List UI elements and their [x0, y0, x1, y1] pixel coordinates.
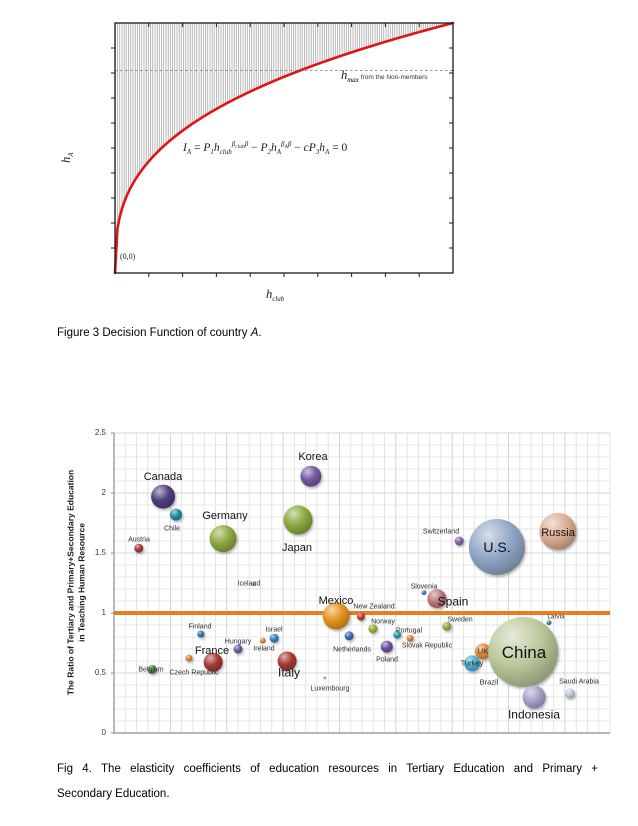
bubble-slovak-republic[interactable]: [407, 635, 414, 642]
y-tick-label-0: 0: [101, 728, 106, 737]
equation-segment: A: [325, 148, 330, 156]
bubble-label-uk: UK: [477, 646, 489, 656]
bubble-label-russia: Russia: [541, 526, 575, 539]
bubble-label-czech-republic: Czech Republic: [169, 669, 219, 677]
equation-segment: β: [287, 140, 292, 148]
bubble-new-zealand[interactable]: [357, 613, 365, 621]
fig3-y-axis-label: $h_A$: [59, 152, 75, 163]
equation-segment: h: [319, 142, 326, 154]
bubble-ireland[interactable]: [260, 638, 266, 644]
bubble-label-italy: Italy: [277, 665, 301, 680]
equation-segment: 2: [267, 148, 271, 156]
equation-segment: cP: [303, 142, 316, 154]
bubble-label-chile: Chile: [164, 525, 180, 533]
y-tick-label-1: 1: [101, 608, 106, 617]
bubble-label-austria: Austria: [128, 536, 150, 544]
equation-segment: 1: [210, 148, 214, 156]
bubble-label-slovak-republic: Slovak Republic: [401, 642, 453, 650]
figure-3-plot: [40, 5, 470, 310]
equation-segment: h: [270, 142, 277, 154]
bubble-luxembourg[interactable]: [323, 676, 326, 679]
bubble-label-france: France: [194, 644, 230, 657]
bubble-label-u-s-: U.S.: [483, 539, 511, 556]
bubble-label-latvia: Latvia: [547, 613, 565, 621]
bubble-label-luxembourg: Luxembourg: [310, 685, 350, 693]
bubble-label-germany: Germany: [202, 509, 248, 522]
equation-segment: β: [231, 140, 236, 148]
equation-segment: I: [183, 142, 187, 154]
bubble-label-ireland: Ireland: [253, 645, 275, 653]
bubble-latvia[interactable]: [547, 620, 552, 625]
bubble-indonesia[interactable]: [523, 686, 546, 709]
y-tick-label-2: 2: [101, 488, 106, 497]
equation-segment: club: [219, 148, 232, 156]
equation-segment: 3: [315, 148, 320, 156]
fig3-equation: [183, 140, 347, 156]
bubble-austria[interactable]: [134, 544, 143, 553]
bubble-hungary[interactable]: [234, 645, 243, 654]
bubble-label-iceland: Iceland: [237, 580, 261, 588]
bubble-label-switzerland: Switzerland: [422, 528, 460, 536]
bubble-czech-republic[interactable]: [185, 655, 192, 662]
bubble-finland[interactable]: [197, 631, 204, 638]
bubble-label-indonesia: Indonesia: [507, 707, 561, 722]
figure-4-caption: Fig 4. The elasticity coefficients of education resources in Tertiary Education and Primary + Secondary Education.: [57, 763, 598, 800]
equation-segment: P: [203, 142, 211, 154]
bubble-canada[interactable]: [151, 485, 175, 509]
equation-segment: club: [235, 144, 245, 150]
equation-segment: A: [186, 148, 192, 156]
fig3-hmax-annotation: hmax from the Non-members: [341, 68, 428, 84]
equation-segment: A: [276, 148, 282, 156]
fig3-origin-label: (0,0): [120, 252, 136, 261]
bubble-label-brazil: Brazil: [479, 677, 499, 687]
y-tick-label-1.5: 1.5: [94, 548, 106, 557]
bubble-label-netherlands: Netherlands: [333, 646, 371, 654]
bubble-label-sweden: Sweden: [447, 616, 473, 624]
equation-segment: A: [284, 144, 288, 150]
bubble-label-saudi-arabia: Saudi Arabia: [559, 678, 599, 686]
bubble-label-hungary: Hungary: [224, 638, 252, 646]
bubble-label-norway: Norway: [371, 618, 395, 626]
equation-segment: β: [281, 140, 285, 148]
bubble-label-belgium: Belgium: [138, 666, 164, 674]
bubble-label-china: China: [501, 643, 547, 663]
bubble-slovenia[interactable]: [422, 590, 427, 595]
equation-segment: =: [191, 142, 204, 154]
figure-3-caption: Figure 3 Decision Function of country A.: [57, 327, 262, 339]
equation-segment: h: [213, 142, 220, 154]
equation-segment: β: [244, 140, 249, 148]
bubble-label-spain: Spain: [437, 594, 469, 609]
bubble-label-turkey: Turkey: [460, 658, 484, 668]
bubble-label-mexico: Mexico: [318, 594, 354, 607]
bubble-switzerland[interactable]: [455, 537, 464, 546]
bubble-korea[interactable]: [300, 466, 321, 487]
equation-segment: = 0: [329, 142, 348, 154]
figure-4-plot: [60, 420, 638, 755]
bubble-label-korea: Korea: [298, 450, 328, 463]
y-tick-label-2.5: 2.5: [94, 428, 106, 437]
bubble-chile[interactable]: [170, 509, 182, 521]
bubble-germany[interactable]: [210, 525, 237, 552]
bubble-saudi-arabia[interactable]: [565, 688, 575, 698]
fig3-x-axis-label: $h_{club}$: [266, 287, 285, 303]
bubble-japan[interactable]: [284, 506, 313, 535]
bubble-label-slovenia: Slovenia: [410, 583, 438, 591]
bubble-label-new-zealand: New Zealand: [353, 603, 395, 611]
bubble-israel[interactable]: [270, 634, 279, 643]
fig4-y-axis-title: The Ratio of Tertiary and Primary+Secondary Education in Teaching Human Resource: [65, 469, 86, 696]
equation-segment: P: [260, 142, 268, 154]
bubble-label-poland: Poland: [376, 656, 398, 664]
bubble-poland[interactable]: [381, 641, 393, 653]
bubble-label-canada: Canada: [143, 470, 183, 483]
equation-segment: −: [248, 142, 261, 154]
bubble-label-portugal: Portugal: [395, 627, 423, 635]
bubble-label-israel: Israel: [265, 626, 283, 634]
equation-segment: −: [291, 142, 304, 154]
bubble-label-japan: Japan: [282, 541, 312, 554]
y-tick-label-0.5: 0.5: [94, 668, 106, 677]
bubble-netherlands[interactable]: [345, 631, 354, 640]
bubble-label-finland: Finland: [188, 623, 212, 631]
